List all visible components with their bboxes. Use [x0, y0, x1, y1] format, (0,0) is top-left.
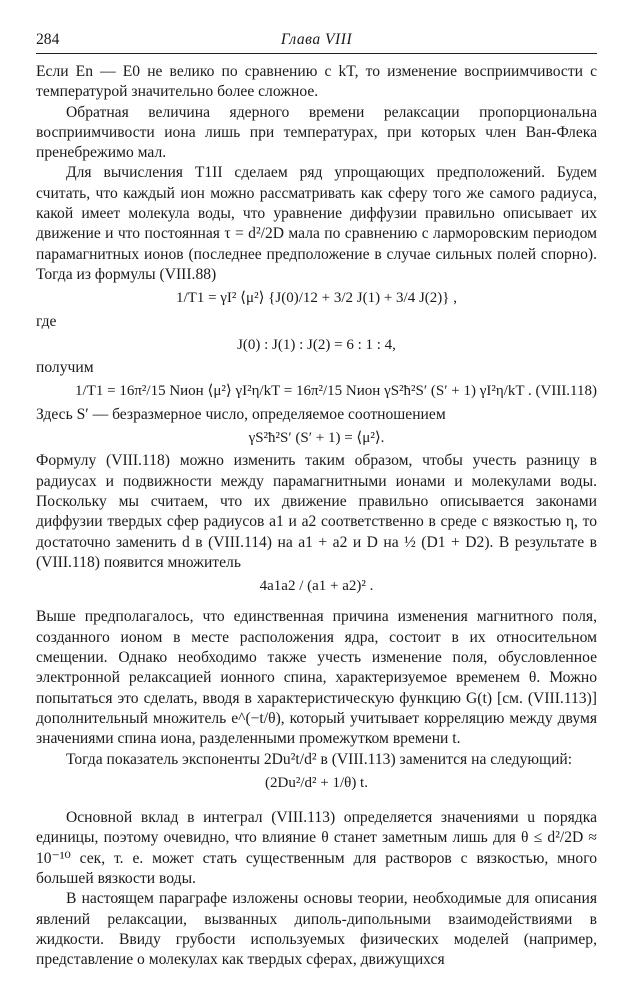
- paragraph-4: Здесь S′ — безразмерное число, определяемое соотношением: [36, 405, 446, 423]
- equation-5: 4a1a2 / (a1 + a2)² .: [259, 578, 374, 595]
- paragraph-1: Если En — E0 не велико по сравнению с kT, то изменение восприимчивости с температурой значительно более сложное.: [36, 63, 597, 101]
- paragraph-7: Тогда показатель экспоненты 2Du²t/d² в (VIII.113) заменится на следующий:: [66, 750, 573, 768]
- equation-6: (2Du²/d² + 1/θ) t.: [265, 774, 368, 791]
- paragraph-6: Выше предполагалось, что единственная причина изменения магнитного поля, созданного ионом в месте расположения ядра, состоит в их относительном смещении. Однако необходимо также учесть изменение поля, обусловленное электронной релаксацией ионного спина, характеризуемое временем θ. Можно попытаться это сделать, вводя в характеристическую функцию G(t) [см. (VIII.113)] дополнительный множитель e^(−t/θ), который учитывает корреляцию между двумя значениями спина иона, разделенными промежутком времени t.: [36, 608, 597, 748]
- page-header: [36, 30, 597, 50]
- chapter-title: Глава VIII: [280, 31, 353, 48]
- paragraph-2: Обратная величина ядерного времени релаксации пропорциональна восприимчивости иона лишь при температурах, при которых член Ван-Флека пренебрежимо мал.: [36, 103, 597, 162]
- spacer: [36, 599, 597, 607]
- obtain-label: получим: [36, 359, 94, 377]
- where-label: где: [36, 312, 57, 330]
- equation-3: 1/T1 = 16π²/15 Nион ⟨μ²⟩ γI²η/kT = 16π²/15 Nион γS²ħ²S′ (S′ + 1) γI²η/kT . (VIII.118): [75, 383, 597, 400]
- page-body: [36, 62, 597, 970]
- equation-4: γS²ħ²S′ (S′ + 1) = ⟨μ²⟩.: [248, 430, 385, 447]
- header-rule: [36, 53, 597, 54]
- page-number: 284: [36, 31, 60, 48]
- spacer: [36, 796, 597, 808]
- paragraph-8: Основной вклад в интеграл (VIII.113) определяется значениями u порядка единицы, поэтому очевидно, что влияние θ станет заметным лишь для θ ≤ d²/2D ≈ 10⁻¹⁰ сек, т. е. может стать существенным для растворов с вязкостью, много большей вязкости воды.: [36, 809, 597, 887]
- equation-1: 1/T1 = γI² ⟨μ²⟩ {J(0)/12 + 3/2 J(1) + 3/4 J(2)} ,: [176, 290, 457, 307]
- equation-2: J(0) : J(1) : J(2) = 6 : 1 : 4,: [237, 336, 396, 353]
- paragraph-5: Формулу (VIII.118) можно изменить таким образом, чтобы учесть разницу в радиусах и подвижности между парамагнитными ионами и молекулами воды. Поскольку мы считаем, что их движение правильно описывается законами диффузии твердых сфер радиусов a1 и a2 соответственно в среде с вязкостью η, то достаточно заменить d в (VIII.114) на a1 + a2 и D на ½ (D1 + D2). В результате в (VIII.118) появится множитель: [36, 452, 597, 571]
- paragraph-3: Для вычисления T1II сделаем ряд упрощающих предположений. Будем считать, что каждый ион можно рассматривать как сферу того же самого радиуса, какой имеет молекула воды, что уравнение диффузии правильно описывает их движение и что постоянная τ = d²/2D мала по сравнению с ларморовским периодом парамагнитных ионов (последнее предположение в случае сильных полей спорно). Тогда из формулы (VIII.88): [36, 164, 597, 283]
- paragraph-9: В настоящем параграфе изложены основы теории, необходимые для описания явлений релаксации, вызванных диполь-дипольными взаимодействиями в жидкости. Ввиду грубости используемых физических моделей (например, представление о молекулах как твердых сферах, движущихся: [36, 890, 597, 969]
